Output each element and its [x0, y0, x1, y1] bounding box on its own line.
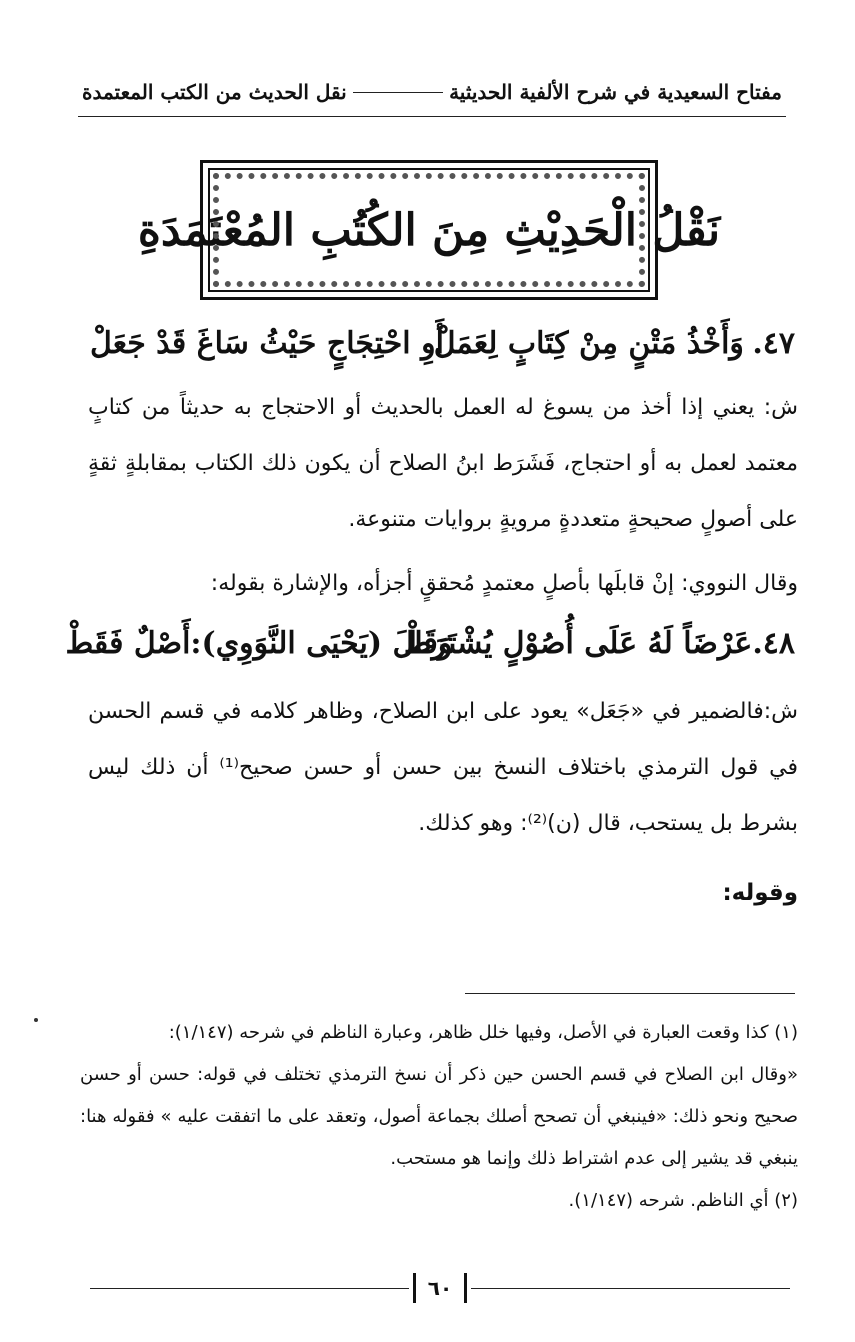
verse-hemistich-first: عَرْضَاً لَهُ عَلَى أُصُوْلٍ يُشْتَرَطْ [403, 625, 753, 661]
section-title-frame [137, 160, 721, 300]
commentary-paragraph: ش:فالضمير في «جَعَل» يعود على ابن الصلاح، وظاهر كلامه في قسم الحسن في قول الترمذي باختلاف النسخ بين حسن أو حسن صحيح⁽¹⁾ أن ذلك ليس بشرط بل يستحب، قال (ن)⁽²⁾: وهو كذلك. [88, 699, 798, 836]
footnote-1-continued: «وقال ابن الصلاح في قسم الحسن حين ذكر أن نسخ الترمذي تختلف في قوله: حسن أو حسن صحيح ونحو ذلك: «فينبغي أن تصحح أصلك بجماعة أصول، وتعقد على ما اتفقت عليه » فقوله هنا: ينبغي قد يشير إلى عدم اشتراط ذلك وإنما هو مستحب. [80, 1064, 798, 1169]
running-header [82, 72, 782, 112]
page-number: ٦٠ [413, 1273, 467, 1303]
header-rule [78, 116, 786, 117]
verse-hemistich-second: أَوِ احْتِجَاجٍ حَيْثُ سَاغَ قَدْ جَعَلْ [90, 325, 444, 361]
footnote-1: (١) كذا وقعت العبارة في الأصل، وفيها خلل ظاهر، وعبارة الناظم في شرحه (١/١٤٧): [168, 1022, 798, 1043]
header-divider [353, 92, 443, 93]
verse-hemistich-first: وَأَخْذُ مَتْنٍ مِنْ كِتَابٍ لِعَمَلْ [433, 325, 744, 361]
footer-rule-left [90, 1288, 409, 1289]
verse-number: ٤٨. [752, 625, 795, 661]
verse-number: ٤٧. [752, 325, 795, 361]
page-footer [90, 1268, 790, 1308]
footer-rule-right [471, 1288, 790, 1289]
section-title: نَقْلُ الْحَدِيْثِ مِنَ الكُتُبِ المُعْتَمَدَةِ [137, 204, 721, 256]
verse-48 [65, 618, 795, 668]
footnote-rule [465, 993, 795, 994]
commentary-paragraph: وقال النووي: إنْ قابلَها بأصلٍ معتمدٍ مُحققٍ أجزأه، والإشارة بقوله: [210, 571, 798, 596]
verse-47 [90, 318, 795, 368]
chapter-title: نقل الحديث من الكتب المعتمدة [82, 80, 347, 104]
book-title: مفتاح السعيدية في شرح الألفية الحديثية [449, 80, 782, 104]
section-title-ornament [137, 168, 721, 292]
verse-hemistich-second: وَقَالَ (يَحْيَى النَّوَوِي):أَصْلٌ فَقَطْ [65, 625, 453, 661]
commentary-paragraph: ش: يعني إذا أخذ من يسوغ له العمل بالحديث أو الاحتجاج به حديثاً من كتابٍ معتمد لعمل به أو احتجاج، فَشَرَط ابنُ الصلاح أن يكون ذلك الكتاب بمقابلةٍ ثقةٍ على أصولٍ صحيحةٍ متعددةٍ مرويةٍ بروايات متنوعة. [88, 395, 798, 532]
scan-mark [34, 1018, 38, 1022]
footnotes [80, 1012, 798, 1222]
footnote-2: (٢) أي الناظم. شرحه (١/١٤٧). [568, 1190, 798, 1211]
closing-phrase: وقوله: [722, 880, 798, 906]
